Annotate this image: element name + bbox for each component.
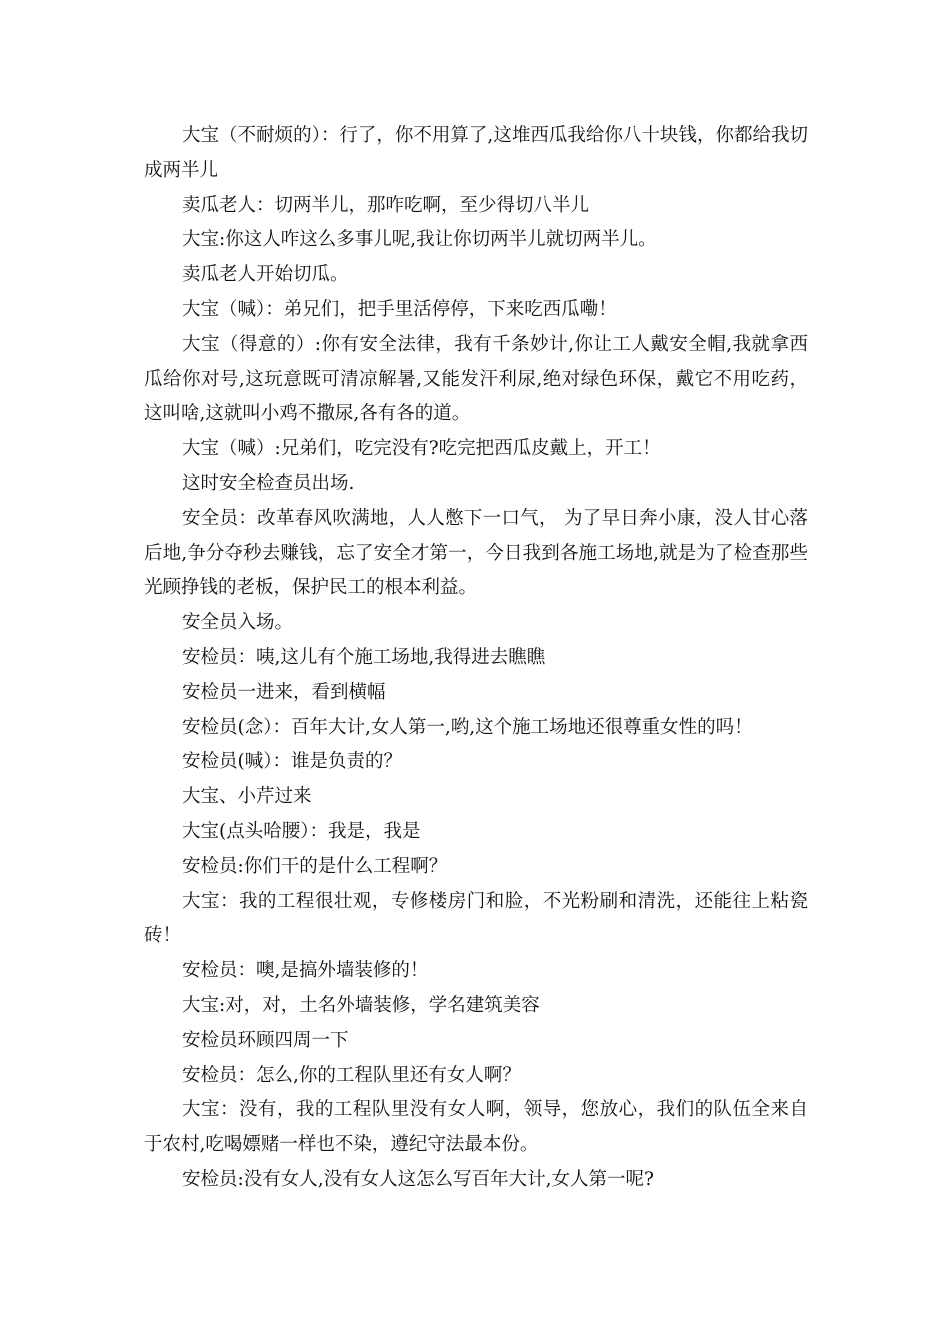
document-body bbox=[144, 119, 808, 1198]
paragraph: 大宝:对，对，土名外墙装修，学名建筑美容 bbox=[182, 994, 540, 1016]
paragraph: 安检员:你们干的是什么工程啊？ bbox=[182, 855, 448, 877]
paragraph: 安检员(喊）：谁是负责的？ bbox=[182, 751, 402, 773]
paragraph: 安检员环顾四周一下 bbox=[182, 1029, 349, 1051]
paragraph: 这时安全检查员出场. bbox=[182, 472, 355, 494]
paragraph: 大宝、小芹过来 bbox=[182, 786, 312, 808]
paragraph: 大宝（不耐烦的）：行了，你不用算了,这堆西瓜我给你八十块钱，你都给我切成两半儿 bbox=[144, 125, 808, 181]
paragraph: 大宝(点头哈腰）：我是，我是 bbox=[182, 820, 421, 842]
paragraph: 大宝（得意的）:你有安全法律，我有千条妙计,你让工人戴安全帽,我就拿西瓜给你对号,这玩意既可清凉解暑,又能发汗利尿,绝对绿色环保，戴它不用吃药，这叫啥,这就叫小鸡不撒尿,各有各的道。 bbox=[144, 333, 808, 425]
paragraph: 安全员入场。 bbox=[182, 612, 294, 634]
paragraph: 大宝（喊）:兄弟们，吃完没有?吃完把西瓜皮戴上，开工！ bbox=[182, 438, 661, 460]
paragraph: 安检员:没有女人,没有女人这怎么写百年大计,女人第一呢? bbox=[182, 1168, 654, 1190]
paragraph: 安检员：咦,这儿有个施工场地,我得进去瞧瞧 bbox=[182, 646, 546, 668]
paragraph: 安检员：噢,是搞外墙装修的！ bbox=[182, 960, 429, 982]
paragraph: 安检员(念）：百年大计,女人第一,哟,这个施工场地还很尊重女性的吗！ bbox=[182, 716, 753, 738]
paragraph: 卖瓜老人：切两半儿，那咋吃啊，至少得切八半儿 bbox=[182, 194, 590, 216]
paragraph: 安检员一进来，看到横幅 bbox=[182, 681, 386, 703]
paragraph: 大宝：没有，我的工程队里没有女人啊，领导，您放心，我们的队伍全来自于农村,吃喝嫖赌一样也不染，遵纪守法最本份。 bbox=[144, 1099, 808, 1156]
paragraph: 大宝：我的工程很壮观，专修楼房门和脸，不光粉刷和清洗，还能往上粘瓷砖！ bbox=[144, 890, 808, 947]
paragraph: 卖瓜老人开始切瓜。 bbox=[182, 264, 349, 286]
paragraph: 大宝:你这人咋这么多事儿呢,我让你切两半儿就切两半儿。 bbox=[182, 229, 657, 251]
paragraph: 安全员：改革春风吹满地，人人憋下一口气， 为了早日奔小康，没人甘心落后地,争分夺秒去赚钱，忘了安全才第一，今日我到各施工场地,就是为了检查那些光顾挣钱的老板，保护民工的根本利益。 bbox=[144, 507, 808, 599]
paragraph: 大宝（喊）：弟兄们，把手里活停停，下来吃西瓜嘞！ bbox=[182, 298, 617, 320]
paragraph: 安检员：怎么,你的工程队里还有女人啊？ bbox=[182, 1064, 521, 1086]
